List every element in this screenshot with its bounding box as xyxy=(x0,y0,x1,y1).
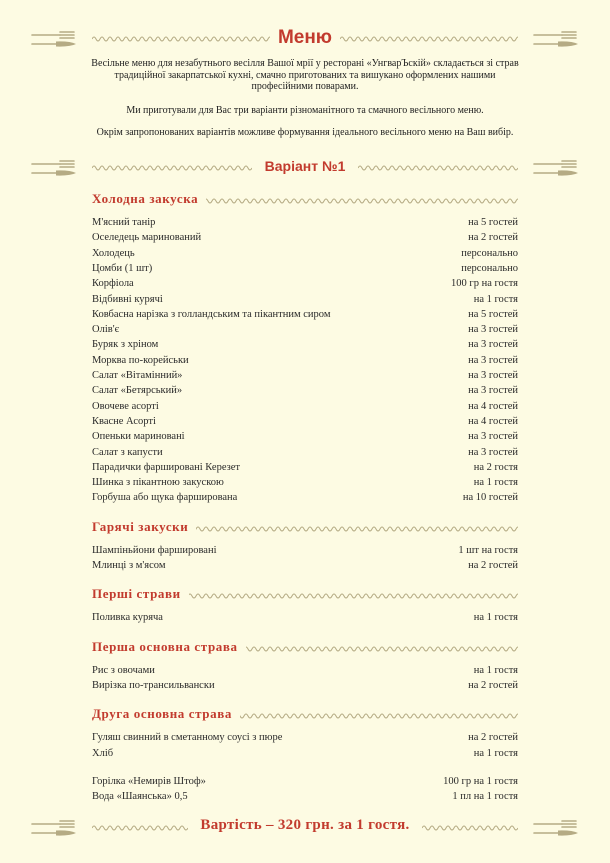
menu-item-quantity: 1 шт на гостя xyxy=(458,544,518,556)
menu-item-row xyxy=(92,414,518,429)
menu-item-name: Корфіола xyxy=(92,278,134,290)
menu-item-quantity: 100 гр на гостя xyxy=(451,278,518,290)
menu-item-quantity: на 2 гостей xyxy=(468,732,518,744)
menu-item-quantity: персонально xyxy=(461,262,518,274)
section-title: Друга основна страва xyxy=(92,706,240,722)
menu-item-row xyxy=(92,383,518,398)
menu-item-name: Цомби (1 шт) xyxy=(92,262,153,274)
menu-item-quantity: на 1 гостя xyxy=(473,293,518,305)
menu-item-row xyxy=(92,445,518,460)
menu-item-quantity: 100 гр на 1 гостя xyxy=(443,775,518,787)
menu-item-row xyxy=(92,353,518,368)
menu-item-quantity: на 10 гостей xyxy=(462,492,518,504)
menu-item-row xyxy=(92,276,518,291)
menu-item-name: Млинці з м'ясом xyxy=(92,560,166,571)
menu-item-row xyxy=(92,307,518,322)
page-title: Меню xyxy=(277,27,333,48)
menu-item-name: Відбивні курячі xyxy=(92,293,163,305)
intro-paragraph: Ми приготували для Вас три варіанти різноманітного та смачного весільного меню. xyxy=(126,105,484,116)
menu-item-quantity: на 3 гостей xyxy=(468,354,518,366)
menu-item-quantity: на 2 гостей xyxy=(468,560,518,571)
price-line: Вартість – 320 грн. за 1 гостя. xyxy=(200,817,410,833)
menu-item-row xyxy=(92,558,518,573)
menu-item-quantity: на 1 гостя xyxy=(473,664,518,676)
section-title: Перша основна страва xyxy=(92,639,246,655)
menu-item-quantity: на 5 гостей xyxy=(468,308,518,320)
menu-item-quantity: на 3 гостей xyxy=(468,324,518,336)
intro-paragraph: Окрім запропонованих варіантів можливе формування ідеального весільного меню на Ваш вибір. xyxy=(96,127,514,138)
drink-row xyxy=(92,789,518,804)
menu-item-row xyxy=(92,610,518,625)
menu-item-row xyxy=(92,746,518,761)
section-title: Холодна закуска xyxy=(92,191,206,207)
menu-item-name: Парадички фаршировані Керезет xyxy=(92,461,240,473)
menu-item-name: Вода «Шаянська» 0,5 xyxy=(92,791,188,803)
menu-item-quantity: на 5 гостей xyxy=(468,217,518,228)
menu-item-row xyxy=(92,543,518,558)
menu-item-name: М'ясний танір xyxy=(92,217,156,228)
menu-item-row xyxy=(92,730,518,745)
menu-item-name: Хліб xyxy=(92,747,114,759)
menu-item-name: Овочеве асорті xyxy=(92,400,159,412)
menu-item-quantity: на 2 гостей xyxy=(468,232,518,244)
menu-item-name: Гуляш свинний в сметанному соусі з пюре xyxy=(92,732,283,744)
section-title: Перші страви xyxy=(92,586,189,602)
menu-item-name: Горілка «Немирів Штоф» xyxy=(92,775,206,787)
intro-paragraph: Весільне меню для незабутнього весілля Вашої мрії у ресторані «УнгварЪскій» складається зі страв традиційної закарпатської кухні, смачно приготованих та вишукано оформлених нашими професійними поварами. xyxy=(91,58,519,92)
menu-item-row xyxy=(92,337,518,352)
menu-item-quantity: на 3 гостей xyxy=(468,446,518,458)
menu-item-name: Вирізка по-трансильвански xyxy=(92,679,215,691)
menu-item-quantity: на 2 гостя xyxy=(473,461,518,473)
menu-item-name: Морква по-корейськи xyxy=(92,354,189,366)
menu-item-row xyxy=(92,230,518,245)
menu-item-name: Шинка з пікантною закускою xyxy=(92,477,224,489)
menu-item-row xyxy=(92,292,518,307)
menu-item-name: Ковбасна нарізка з голландським та пікантним сиром xyxy=(92,308,331,320)
menu-item-quantity: на 4 гостей xyxy=(468,400,518,412)
menu-item-name: Салат «Бетярський» xyxy=(92,385,183,397)
menu-item-name: Олів'є xyxy=(92,324,120,336)
menu-item-name: Рис з овочами xyxy=(92,664,155,676)
menu-item-name: Горбуша або щука фарширована xyxy=(92,492,238,504)
menu-item-name: Квасне Асорті xyxy=(92,415,156,427)
menu-item-row xyxy=(92,663,518,678)
menu-item-quantity: на 3 гостей xyxy=(468,385,518,397)
menu-item-row xyxy=(92,399,518,414)
menu-item-name: Опеньки мариновані xyxy=(92,431,185,443)
menu-item-quantity: на 3 гостей xyxy=(468,339,518,351)
menu-item-row xyxy=(92,261,518,276)
section-title: Гарячі закуски xyxy=(92,519,196,535)
menu-item-row xyxy=(92,322,518,337)
menu-item-row xyxy=(92,429,518,444)
menu-item-quantity: на 4 гостей xyxy=(468,415,518,427)
menu-item-row xyxy=(92,460,518,475)
drink-row xyxy=(92,774,518,789)
menu-item-name: Салат з капусти xyxy=(92,446,163,458)
menu-item-name: Оселедець маринований xyxy=(92,232,202,244)
menu-item-name: Холодець xyxy=(92,247,135,259)
menu-item-name: Буряк з хріном xyxy=(92,339,159,351)
menu-item-quantity: персонально xyxy=(461,247,518,259)
menu-item-row xyxy=(92,215,518,230)
variant-title: Варіант №1 xyxy=(264,158,346,174)
menu-item-quantity: на 1 гостя xyxy=(473,612,518,624)
menu-item-row xyxy=(92,490,518,505)
menu-item-name: Салат «Вітамінний» xyxy=(92,370,183,381)
menu-item-quantity: на 3 гостей xyxy=(468,370,518,381)
menu-item-quantity: на 3 гостей xyxy=(468,431,518,443)
menu-item-quantity: на 2 гостей xyxy=(468,679,518,691)
menu-item-quantity: 1 пл на 1 гостя xyxy=(452,791,518,803)
menu-item-name: Поливка куряча xyxy=(92,612,163,624)
menu-item-name: Шампіньйони фаршировані xyxy=(92,544,217,556)
menu-item-quantity: на 1 гостя xyxy=(473,747,518,759)
menu-item-row xyxy=(92,475,518,490)
menu-item-row xyxy=(92,246,518,261)
menu-item-row xyxy=(92,678,518,693)
menu-item-row xyxy=(92,368,518,383)
menu-item-quantity: на 1 гостя xyxy=(473,477,518,489)
